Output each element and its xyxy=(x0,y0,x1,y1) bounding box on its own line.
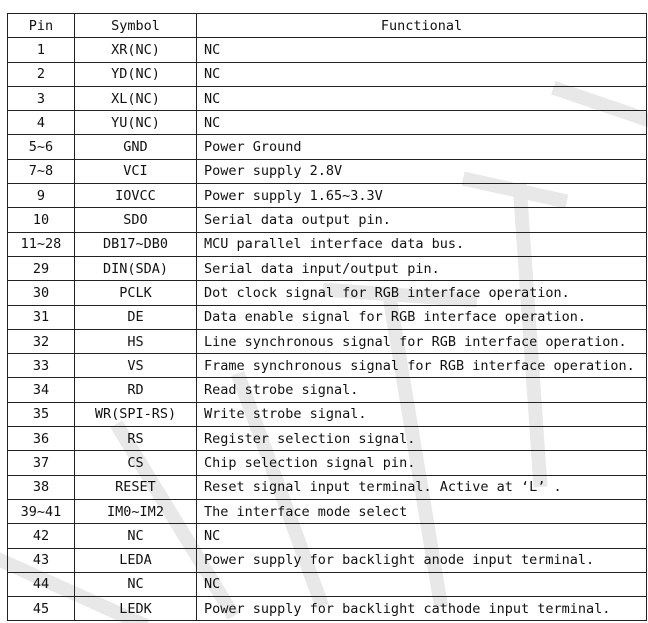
functional-cell: The interface mode select xyxy=(197,499,647,523)
pin-table-container xyxy=(7,13,647,621)
functional-cell: NC xyxy=(197,38,647,62)
functional-cell: Power supply 1.65~3.3V xyxy=(197,184,647,208)
table-row xyxy=(8,354,647,378)
functional-cell: Serial data output pin. xyxy=(197,208,647,232)
table-row xyxy=(8,232,647,256)
pin-cell: 33 xyxy=(8,354,75,378)
functional-cell: NC xyxy=(197,86,647,110)
functional-cell: Data enable signal for RGB interface operation. xyxy=(197,305,647,329)
symbol-cell: SDO xyxy=(75,208,197,232)
pin-cell: 35 xyxy=(8,402,75,426)
pin-cell: 29 xyxy=(8,256,75,280)
table-row xyxy=(8,329,647,353)
table-header-row xyxy=(8,14,647,38)
functional-cell: Read strobe signal. xyxy=(197,378,647,402)
pin-cell: 10 xyxy=(8,208,75,232)
pin-definition-table xyxy=(7,13,647,621)
functional-cell: Power supply 2.8V xyxy=(197,159,647,183)
symbol-cell: NC xyxy=(75,572,197,596)
symbol-cell: RS xyxy=(75,427,197,451)
pin-cell: 37 xyxy=(8,451,75,475)
table-row xyxy=(8,111,647,135)
functional-cell: NC xyxy=(197,524,647,548)
pin-cell: 1 xyxy=(8,38,75,62)
pin-cell: 7~8 xyxy=(8,159,75,183)
functional-cell: Write strobe signal. xyxy=(197,402,647,426)
symbol-cell: IOVCC xyxy=(75,184,197,208)
table-row xyxy=(8,427,647,451)
pin-cell: 38 xyxy=(8,475,75,499)
symbol-cell: PCLK xyxy=(75,281,197,305)
functional-cell: Chip selection signal pin. xyxy=(197,451,647,475)
symbol-cell: WR(SPI-RS) xyxy=(75,402,197,426)
pin-cell: 30 xyxy=(8,281,75,305)
functional-cell: NC xyxy=(197,111,647,135)
pin-cell: 4 xyxy=(8,111,75,135)
table-row xyxy=(8,62,647,86)
symbol-cell: HS xyxy=(75,329,197,353)
symbol-cell: CS xyxy=(75,451,197,475)
table-row xyxy=(8,208,647,232)
symbol-cell: YU(NC) xyxy=(75,111,197,135)
symbol-cell: DIN(SDA) xyxy=(75,256,197,280)
functional-cell: NC xyxy=(197,62,647,86)
pin-cell: 32 xyxy=(8,329,75,353)
symbol-cell: IM0~IM2 xyxy=(75,499,197,523)
symbol-cell: XR(NC) xyxy=(75,38,197,62)
functional-cell: NC xyxy=(197,572,647,596)
table-row xyxy=(8,135,647,159)
table-row xyxy=(8,572,647,596)
table-row xyxy=(8,159,647,183)
symbol-cell: RESET xyxy=(75,475,197,499)
table-row xyxy=(8,451,647,475)
symbol-cell: XL(NC) xyxy=(75,86,197,110)
pin-cell: 36 xyxy=(8,427,75,451)
functional-cell: Dot clock signal for RGB interface operation. xyxy=(197,281,647,305)
symbol-cell: GND xyxy=(75,135,197,159)
header-symbol: Symbol xyxy=(75,14,197,38)
symbol-cell: VCI xyxy=(75,159,197,183)
table-row xyxy=(8,548,647,572)
pin-cell: 43 xyxy=(8,548,75,572)
header-pin: Pin xyxy=(8,14,75,38)
table-row xyxy=(8,256,647,280)
functional-cell: MCU parallel interface data bus. xyxy=(197,232,647,256)
table-row xyxy=(8,86,647,110)
pin-cell: 2 xyxy=(8,62,75,86)
symbol-cell: DB17~DB0 xyxy=(75,232,197,256)
table-row xyxy=(8,378,647,402)
pin-cell: 34 xyxy=(8,378,75,402)
pin-cell: 39~41 xyxy=(8,499,75,523)
table-row xyxy=(8,184,647,208)
symbol-cell: VS xyxy=(75,354,197,378)
functional-cell: Power supply for backlight anode input terminal. xyxy=(197,548,647,572)
symbol-cell: YD(NC) xyxy=(75,62,197,86)
pin-cell: 45 xyxy=(8,597,75,621)
symbol-cell: RD xyxy=(75,378,197,402)
table-row xyxy=(8,499,647,523)
table-row xyxy=(8,38,647,62)
table-row xyxy=(8,524,647,548)
table-row xyxy=(8,402,647,426)
table-row xyxy=(8,475,647,499)
header-functional: Functional xyxy=(197,14,647,38)
functional-cell: Frame synchronous signal for RGB interface operation. xyxy=(197,354,647,378)
functional-cell: Power Ground xyxy=(197,135,647,159)
pin-cell: 9 xyxy=(8,184,75,208)
symbol-cell: LEDK xyxy=(75,597,197,621)
functional-cell: Reset signal input terminal. Active at ‘L’ . xyxy=(197,475,647,499)
functional-cell: Serial data input/output pin. xyxy=(197,256,647,280)
pin-cell: 31 xyxy=(8,305,75,329)
table-row xyxy=(8,597,647,621)
pin-cell: 11~28 xyxy=(8,232,75,256)
pin-cell: 5~6 xyxy=(8,135,75,159)
pin-cell: 42 xyxy=(8,524,75,548)
pin-cell: 44 xyxy=(8,572,75,596)
symbol-cell: DE xyxy=(75,305,197,329)
symbol-cell: NC xyxy=(75,524,197,548)
table-row xyxy=(8,305,647,329)
symbol-cell: LEDA xyxy=(75,548,197,572)
table-row xyxy=(8,281,647,305)
functional-cell: Register selection signal. xyxy=(197,427,647,451)
functional-cell: Line synchronous signal for RGB interface operation. xyxy=(197,329,647,353)
pin-cell: 3 xyxy=(8,86,75,110)
functional-cell: Power supply for backlight cathode input terminal. xyxy=(197,597,647,621)
